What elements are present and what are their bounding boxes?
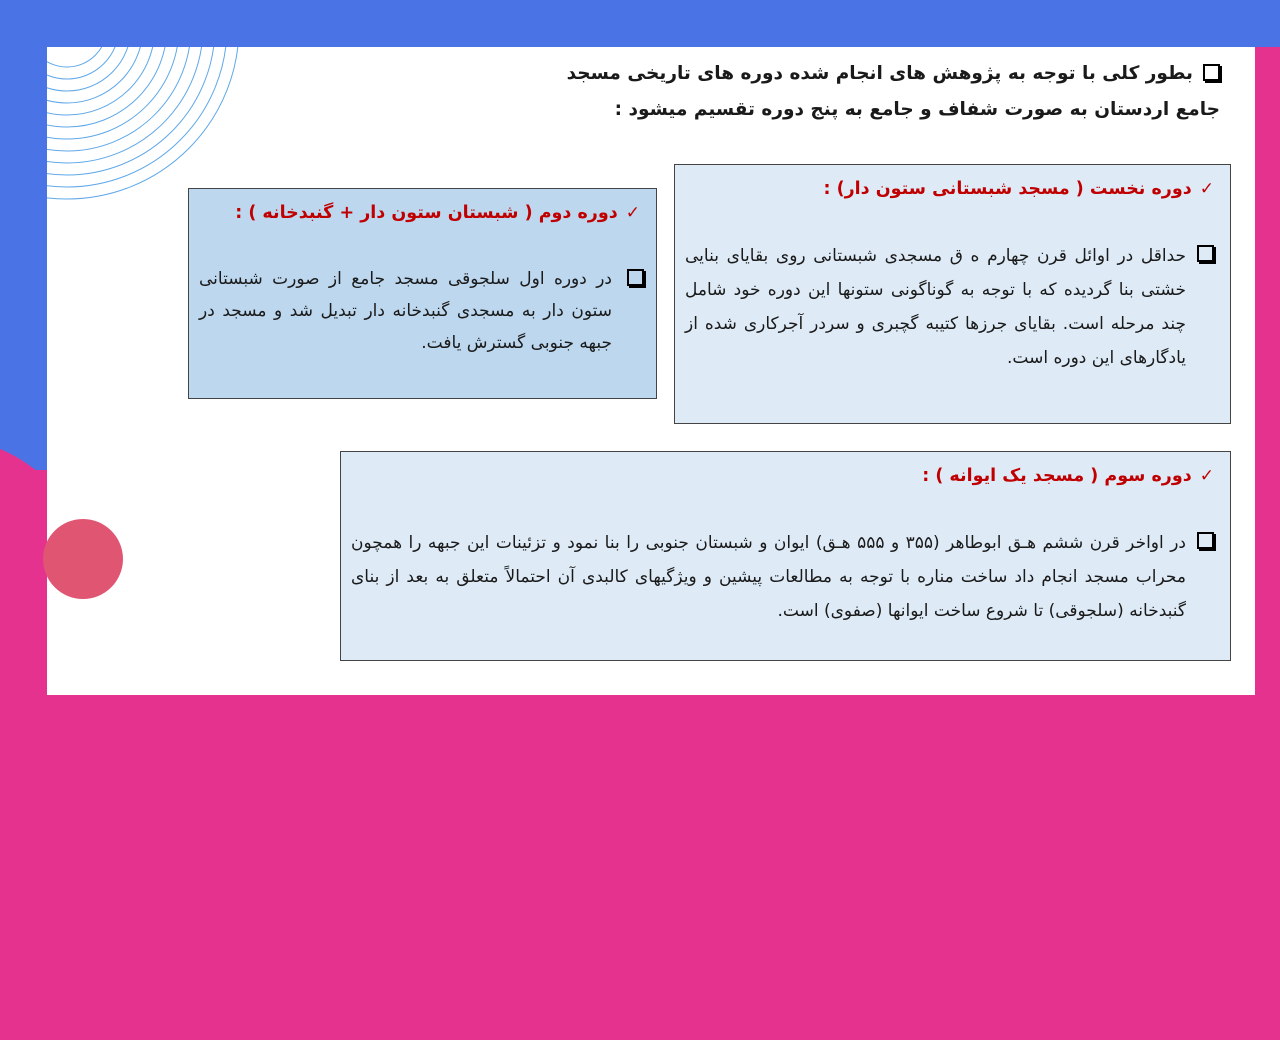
intro-text bbox=[520, 58, 1220, 126]
checkmark-icon: ✓ bbox=[1199, 466, 1214, 486]
checkbox-bullet-icon bbox=[1197, 532, 1214, 549]
period-2-heading: ✓دوره دوم ( شبستان ستون دار + گنبدخانه ) : bbox=[235, 203, 640, 223]
period-1-box bbox=[674, 164, 1231, 424]
intro-line-1: بطور کلی با توجه به پژوهش های انجام شده دوره های تاریخی مسجد bbox=[520, 58, 1220, 90]
checkmark-icon: ✓ bbox=[1199, 179, 1214, 199]
intro-line-2: جامع اردستان به صورت شفاف و جامع به پنج دوره تقسیم میشود : bbox=[614, 99, 1220, 120]
checkbox-bullet-icon bbox=[1203, 64, 1220, 81]
period-3-box bbox=[340, 451, 1231, 661]
period-1-heading: ✓دوره نخست ( مسجد شبستانی ستون دار) : bbox=[823, 179, 1214, 199]
period-3-heading: ✓دوره سوم ( مسجد یک ایوانه ) : bbox=[922, 466, 1214, 486]
period-1-text: حداقل در اوائل قرن چهارم ه ق مسجدی شبستانی روی بقایای بنایی خشتی بنا گردیده که با توجه به گوناگونی ستونها این دوره خود شامل چند مرحله است. بقایای جرزها کتیبه گچبری و سردر آجرکاری شده از یادگارهای این دوره است. bbox=[685, 246, 1186, 368]
decorative-red-circle bbox=[43, 519, 123, 599]
period-3-text: در اواخر قرن ششم هـق ابوطاهر (۳۵۵ و ۵۵۵ هـق) ایوان و شبستان جنوبی را بنا نمود و تزئینات این جبهه را همچون محراب مسجد انجام داد ساخت مناره با توجه به مطالعات پیشین و ویژگیهای کالبدی آن احتمالاً متعلق به بعد از بنای گنبدخانه (سلجوقی) تا شروع ساخت ایوانها (صفوی) است. bbox=[351, 533, 1186, 621]
left-blue-band bbox=[0, 0, 48, 470]
period-2-box bbox=[188, 188, 657, 399]
top-blue-band bbox=[0, 0, 1280, 47]
period-2-text: در دوره اول سلجوقی مسجد جامع از صورت شبستانی ستون دار به مسجدی گنبدخانه دار تبدیل شد و مسجد در جبهه جنوبی گسترش یافت. bbox=[199, 269, 612, 353]
checkmark-icon: ✓ bbox=[625, 203, 640, 223]
checkbox-bullet-icon bbox=[1197, 245, 1214, 262]
checkbox-bullet-icon bbox=[627, 269, 644, 286]
